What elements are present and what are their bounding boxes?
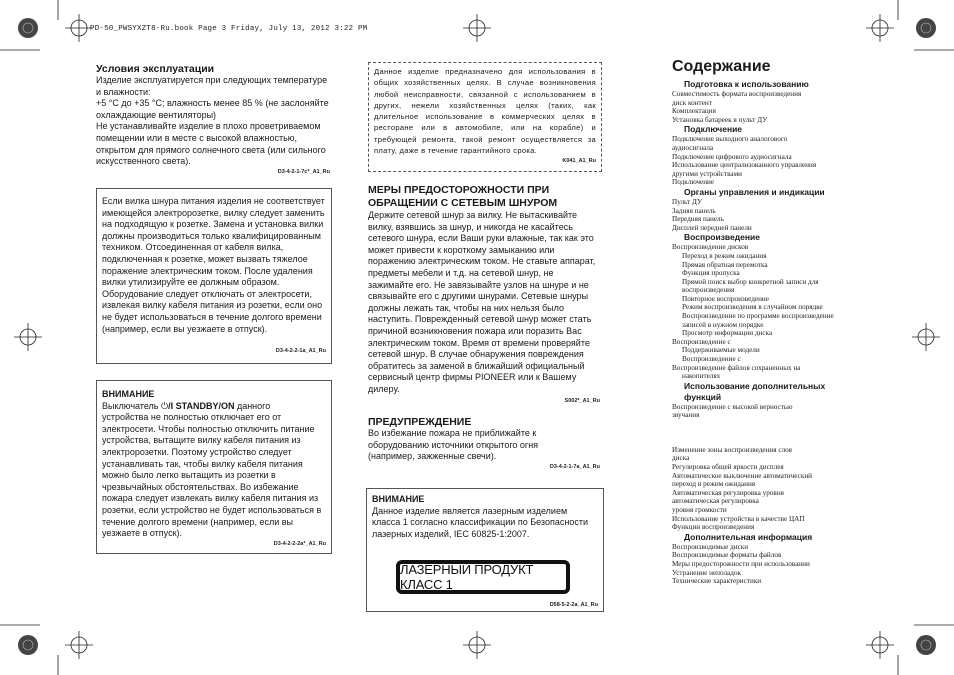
plug-code: D3-4-2-2-1a_A1_Ru bbox=[275, 348, 326, 354]
toc-item[interactable]: Комплектация bbox=[672, 107, 716, 116]
toc-item[interactable]: накопителях bbox=[682, 372, 721, 381]
toc-item[interactable]: Просмотр информации диска bbox=[682, 329, 773, 338]
toc-list bbox=[672, 79, 844, 586]
toc-item[interactable]: записей в нужном порядке bbox=[682, 320, 764, 329]
laser-class-label: ЛАЗЕРНЫЙ ПРОДУКТ КЛАСС 1 bbox=[396, 560, 570, 594]
toc-item[interactable]: Передняя панель bbox=[672, 215, 724, 224]
pre-title: ПРЕДУПРЕЖДЕНИЕ bbox=[368, 416, 472, 428]
pre-code: D3-4-2-1-7a_A1_Ru bbox=[549, 464, 600, 470]
toc-item[interactable]: переход в режим ожидания bbox=[672, 480, 756, 489]
toc-item[interactable]: Переход в режим ожидания bbox=[682, 251, 767, 260]
toc-item[interactable]: другими устройствами bbox=[672, 169, 742, 178]
warn-pre: Выключатель bbox=[102, 400, 161, 411]
toc-item[interactable]: Пульт ДУ bbox=[672, 197, 703, 206]
toc-item[interactable]: Функция пропуска bbox=[682, 269, 740, 278]
warn-title: ВНИМАНИЕ bbox=[102, 389, 155, 399]
toc-item[interactable]: аудиосигнала bbox=[672, 143, 714, 152]
toc-section-title: Дополнительная информация bbox=[684, 531, 813, 542]
toc-item[interactable]: Поддерживаемые модели bbox=[682, 346, 760, 355]
laser-title: ВНИМАНИЕ bbox=[372, 494, 425, 504]
toc-item[interactable]: Воспроизведение с высокой верностью bbox=[672, 402, 793, 411]
toc-item[interactable]: Установка батареек в пульт ДУ bbox=[672, 115, 768, 124]
toc-item[interactable]: Задняя панель bbox=[672, 206, 716, 215]
toc-item[interactable]: Регулировка общей яркости дисплея bbox=[672, 462, 784, 471]
plug-text: Если вилка шнура питания изделия не соответствует имеющейся электророзетке, вилку следует заменить на подходящую к розетке. Замена и установка вилки должны производиться только квалифицированным техником. Отсоединенная от кабеля вилка, подключенная к розетке, может вызвать тяжелое поражение электрическим током. После удаления вилки утилизируйте ее должным образом. Оборудование следует отключать от электросети, извлекая вилку кабеля питания из розетки, если оно не будет использоваться в течение долгого времени (например, если вы уезжаете в отпуск). bbox=[102, 196, 325, 334]
toc-item[interactable]: автоматическая регулировка bbox=[672, 497, 759, 506]
toc-section-title: Воспроизведение bbox=[684, 232, 760, 243]
toc-item[interactable]: Устранение неполадок bbox=[672, 568, 742, 577]
toc-item[interactable]: Использование устройства в качестве ЦАП bbox=[672, 514, 805, 523]
toc-item[interactable]: Воспроизведение с bbox=[682, 355, 741, 364]
warn-code: D3-4-2-2-2a*_A1_Ru bbox=[273, 541, 326, 547]
warn-text: устройства не полностью отключает его от электросети. Чтобы полностью отключить питание устройства, вытащите вилку кабеля питания из электророзетки. Поэтому устройство следует устанавливать так, чтобы вилку кабеля питания можно было легко вытащить из розетки в чрезвычайных обстоятельствах. Во избежание пожара следует извлекать вилку кабеля питания из розетки, если устройство не будет использоваться в течение долгого времени (например, если вы уезжаете в отпуск). bbox=[102, 412, 322, 539]
warn-first-line bbox=[102, 401, 328, 413]
toc-item[interactable]: Подключение цифрового аудиосигнала bbox=[672, 152, 792, 161]
notice-text: Данное изделие предназначено для использования в общих хозяйственных целях. В случае возникновения любой неисправности, связанной с использованием в других, нежели хозяйственных целях (таких, как длительное использование в коммерческих целях в ресторане или в автомобиле, или на корабле) и требующей ремонта, такой ремонт осуществляется за плату, даже в течение гарантийного срока. bbox=[374, 67, 596, 156]
cond-code: D3-4-2-1-7c*_A1_Ru bbox=[277, 169, 330, 175]
pre-text: Во избежание пожара не приближайте к оборудованию источники открытого огня (например, зажженные свечи). bbox=[368, 428, 539, 462]
toc-section-title: Подготовка к использованию bbox=[684, 79, 809, 89]
cond-text: Изделие эксплуатируется при следующих температуре и влажности: +5 °C до +35 °C; влажность менее 85 % (не заслоняйте охлаждающие вентиляторы) Не устанавливайте изделие в плохо проветриваемом помещении или в месте с высокой влажностью, открытом для прямого солнечного света (или сильного искусственного света). bbox=[96, 75, 329, 167]
laser-code: D58-5-2-2a_A1_Ru bbox=[549, 602, 598, 608]
toc-title: Содержание bbox=[672, 58, 771, 75]
toc-item[interactable]: Меры предосторожности при использовании bbox=[672, 559, 810, 568]
toc-item[interactable]: Воспроизведение по программе воспроизведение bbox=[682, 312, 834, 321]
warn-post: данного bbox=[234, 400, 271, 411]
toc-section-title: Органы управления и индикации bbox=[684, 186, 825, 197]
standby-label: /I STANDBY/ON bbox=[168, 400, 235, 411]
page-header: PD-50_PWSYXZT8-Ru.book Page 3 Friday, July 13, 2012 3:22 PM bbox=[90, 25, 368, 33]
toc-item[interactable]: Воспроизведение дисков bbox=[672, 243, 749, 252]
toc-section-title: Использование дополнительных функций bbox=[684, 380, 826, 402]
toc-item[interactable]: Совместимость формата воспроизведения bbox=[672, 90, 802, 98]
toc-item[interactable]: Подключение выходного аналогового bbox=[672, 135, 788, 144]
toc-item[interactable]: диск контент bbox=[672, 98, 712, 107]
toc-item[interactable]: Воспроизведение файлов сохраненных на bbox=[672, 363, 801, 372]
power-icon: ⏻ bbox=[160, 400, 169, 411]
toc-item[interactable]: Автоматическое выключение автоматический bbox=[672, 471, 813, 480]
notice-code: K041_A1_Ru bbox=[562, 158, 596, 164]
toc-item[interactable]: Режим воспроизведения в случайном порядке bbox=[682, 303, 823, 312]
toc-item[interactable] bbox=[672, 420, 844, 429]
cord-text: Держите сетевой шнур за вилку. Не вытаскивайте вилку, взявшись за шнур, и никогда не касайтесь сетевого шнура, если Ваши руки влажные, так как это может привести к короткому замыканию или поражению электрическим током. Не ставьте аппарат, предметы мебели и т.д. на сетевой шнур, не зажимайте его. Не завязывайте узлов на шнуре и не связывайте его с другими шнурами. Сетевые шнуры должны лежать так, чтобы на них нельзя было наступить. Поврежденный сетевой шнур может стать причиной возникновения пожара или поразить Вас электрическим током. Время от времени проверяйте сетевой шнур. В случае обнаружения повреждения обратитесь за заменой в ближайший официальный сервисный центр фирмы PIONEER или к Вашему дилеру. bbox=[368, 210, 596, 394]
toc-item[interactable] bbox=[672, 429, 844, 438]
toc-item[interactable]: Воспроизводимые форматы файлов bbox=[672, 551, 782, 560]
toc-item[interactable]: Прямая обратная перемотка bbox=[682, 260, 768, 269]
toc-item[interactable]: уровня громкости bbox=[672, 505, 727, 514]
toc-item[interactable]: звучания bbox=[672, 411, 700, 420]
toc-item[interactable]: Воспроизводимые диски bbox=[672, 542, 749, 551]
laser-content bbox=[372, 494, 594, 540]
toc-item[interactable] bbox=[672, 437, 844, 446]
toc-item[interactable]: Технические характеристики bbox=[672, 577, 762, 586]
laser-text: Данное изделие является лазерным изделием класса 1 согласно классификации по Безопасности лазерных изделий, IEC 60825-1:2007. bbox=[372, 505, 588, 539]
cond-title: Условия эксплуатации bbox=[96, 63, 215, 75]
toc-item[interactable]: Автоматическая регулировка уровня bbox=[672, 488, 784, 497]
toc-item[interactable]: Повторное воспроизведение bbox=[682, 294, 769, 303]
cord-title: МЕРЫ ПРЕДОСТОРОЖНОСТИ ПРИ ОБРАЩЕНИИ С СЕТЕВЫМ ШНУРОМ bbox=[368, 184, 558, 209]
toc-item[interactable]: Использование централизованного управления bbox=[672, 161, 817, 170]
cord-code: S002*_A1_Ru bbox=[564, 398, 600, 404]
toc-item[interactable]: Прямой поиск выбор конкретной записи для bbox=[682, 277, 819, 286]
toc-item[interactable]: диска bbox=[672, 454, 690, 463]
warn-content bbox=[102, 389, 328, 540]
toc-item[interactable]: Дисплей передней панели bbox=[672, 223, 752, 232]
toc-section-title: Подключение bbox=[684, 124, 743, 135]
toc-item[interactable]: Подключение bbox=[672, 178, 715, 187]
toc-item[interactable]: Изменение зоны воспроизведения слоя bbox=[672, 445, 792, 454]
toc-item[interactable]: воспроизведения bbox=[682, 286, 735, 295]
toc-item[interactable]: Функции воспроизведения bbox=[672, 523, 755, 532]
toc-item[interactable]: Воспроизведение с bbox=[672, 337, 731, 346]
